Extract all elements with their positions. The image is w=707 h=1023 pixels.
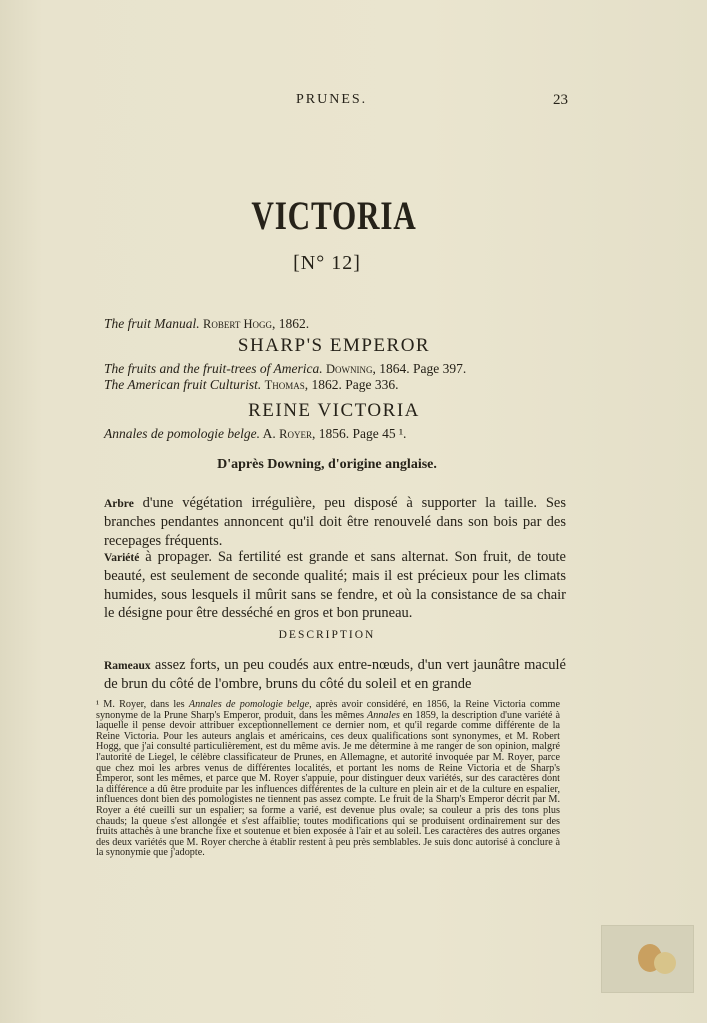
reference-details: , 1862. xyxy=(271,316,310,331)
page-number: 23 xyxy=(553,92,568,108)
apple-icon xyxy=(654,952,676,974)
reference-work: The fruits and the fruit-trees of America. xyxy=(104,361,323,376)
origin-line: D'après Downing, d'origine anglaise. xyxy=(217,457,437,472)
footnote-text: en 1859, la description d'une variété à laquelle il pense devoir attribuer exceptionnellement ce dernier nom, et qu'il regarde comme différente de la Reine Victoria. Pour les auteurs anglais et américains, ces deux qualifications sont synonymes, et M. Robert Hogg, que j'ai consulté particulièrement, est du même avis. Je me détermine à me ranger de son opinion, malgré l'autorité de Liegel, le célèbre classificateur de Prunes, en Allemagne, et autorité invoquée par M. Royer, parce que chez moi les arbres venus de différentes localités, et portant les noms de Reine Victoria et de Sharp's Emperor, sont les mêmes, et parce que M. Royer s'appuie, pour distinguer deux variétés, sur des caractères dont la différence a dû être produite par les influences différentes de la culture en plein air et de la culture en espalier, influences dont bien des pomologistes ne tiennent pas assez compte. Le fruit de la Sharp's Emperor décrit par M. Royer a été cueilli sur un espalier; sa forme a varié, est devenue plus ovale; sa couleur a pris des tons plus chauds; la queue s'est allongée et s'est affaiblie; toutes modifications qui se produisent ordinairement sur des fruits attachés à une branche fixe et soutenue et bien exposée à l'air et au soleil. Les caractères des autres organes des deux variétés que M. Royer cherche à établir restent à peu près semblables. Je suis donc autorisé à conclure à la synonymie que j'adopte. xyxy=(96,709,560,859)
footnote-work: Annales xyxy=(367,709,400,721)
paragraph-text: à propager. Sa fertilité est grande et sans alternat. Son fruit, de toute beauté, est seulement de seconde qualité; mais il est précieux pour les climats humides, sous lesquels il mûrit sans se fendre, et où la consistance de sa chair le désigne pour être desséché en gros et bon pruneau. xyxy=(104,549,566,621)
paragraph-text: d'une végétation irrégulière, peu disposé à supporter la taille. Ses branches pendantes annoncent qu'il doit être renouvelé dans son bois par des recepages fréquents. xyxy=(104,495,566,549)
reference-author: Thomas xyxy=(264,378,305,392)
reference-details: , 1864. Page 397. xyxy=(372,361,467,376)
footnote-prefix: ¹ M. Royer, dans les xyxy=(96,699,189,710)
reference-author: Downing xyxy=(326,362,373,376)
reference-details: , 1862. Page 336. xyxy=(304,377,399,392)
reference-work: Annales de pomologie belge. xyxy=(104,426,260,441)
reference-author: Royer xyxy=(279,427,312,441)
paragraph-lead: Rameaux xyxy=(104,660,151,672)
description-heading: DESCRIPTION xyxy=(278,629,376,641)
reference-work: The fruit Manual. xyxy=(104,316,200,331)
reference-thomas xyxy=(104,377,399,393)
fruit-illustration-thumbnail xyxy=(601,925,694,993)
reference-author: Robert Hogg xyxy=(203,317,272,331)
reference-hogg xyxy=(104,316,309,332)
reference-work: The American fruit Culturist. xyxy=(104,377,262,392)
variety-number: [N° 12] xyxy=(293,252,361,274)
synonym-heading: SHARP'S EMPEROR xyxy=(237,335,431,356)
paragraph-lead: Arbre xyxy=(104,498,134,510)
paragraph-text: assez forts, un peu coudés aux entre-nœuds, d'un vert jaunâtre maculé de brun du côté de l'ombre, bruns du côté du soleil et en grande xyxy=(104,657,566,693)
footnote-text: , après avoir considéré, en 1856, la Reine Victoria comme synonyme de la Prune Sharp's Emperor, produit, dans les mêmes xyxy=(96,699,560,721)
paragraph-variete xyxy=(104,548,566,622)
paragraph-lead: Variété xyxy=(104,552,140,564)
reference-details: , 1856. Page 45 ¹. xyxy=(311,426,407,441)
paragraph-rameaux xyxy=(104,656,566,694)
reference-royer xyxy=(104,426,406,442)
reference-initial: A. xyxy=(262,426,280,441)
footnote-work: Annales de pomologie belge xyxy=(188,699,310,710)
paragraph-arbre xyxy=(104,494,566,550)
page-title: VICTORIA xyxy=(251,193,417,238)
running-head: PRUNES. xyxy=(296,92,368,107)
synonym-heading: REINE VICTORIA xyxy=(248,400,420,421)
reference-downing xyxy=(104,361,466,377)
footnote xyxy=(96,700,560,859)
